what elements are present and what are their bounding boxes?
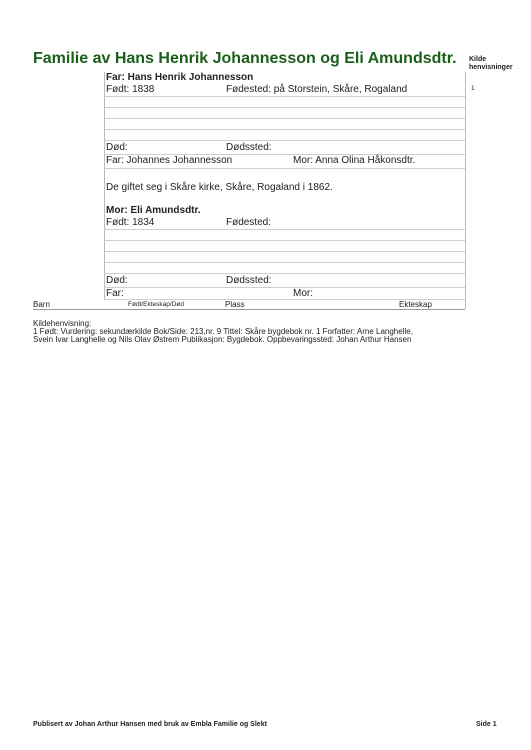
line: [104, 273, 465, 274]
line: [104, 118, 465, 119]
sources-column-header-line2: henvisninger: [469, 64, 513, 71]
sources-column-header-line1: Kilde: [469, 56, 487, 63]
children-header-dates: Født/Ekteskap/Død: [128, 301, 184, 308]
husband-deathplace: Dødssted:: [226, 142, 272, 153]
sources-line-1: 1 Født: Vurdering: sekundærkilde Bok/Side: 213,nr. 9 Tittel: Skåre bygdebok nr. 1 Forfatter: Arne Langhelle,: [33, 327, 413, 336]
line: [104, 262, 465, 263]
sources-label: Kildehenvisning:: [33, 319, 92, 328]
source-ref-1: 1: [471, 85, 475, 92]
footer-page-number: Side 1: [476, 721, 497, 728]
right-frame-line: [465, 72, 466, 309]
children-header-underline: [33, 309, 465, 310]
page-title: Familie av Hans Henrik Johannesson og Eli Amundsdtr.: [33, 50, 457, 67]
sources-line-2: Svein Ivar Langhelle og Nils Olav Østrem Publikasjon: Bygdebok. Oppbevaringssted: Johan Arthur Hansen: [33, 335, 412, 344]
line: [104, 107, 465, 108]
marriage-text: De giftet seg i Skåre kirke, Skåre, Rogaland i 1862.: [106, 182, 333, 193]
line: [104, 129, 465, 130]
wife-father: Far:: [106, 288, 124, 299]
wife-heading: Mor: Eli Amundsdtr.: [106, 205, 201, 216]
wife-deathplace: Dødssted:: [226, 275, 272, 286]
wife-died: Død:: [106, 275, 128, 286]
children-header-ekteskap: Ekteskap: [399, 300, 432, 309]
husband-father: Far: Johannes Johannesson: [106, 155, 233, 166]
line: [104, 229, 465, 230]
wife-birthplace: Fødested:: [226, 217, 272, 228]
children-header-plass: Plass: [225, 300, 245, 309]
line: [104, 287, 465, 288]
line: [104, 240, 465, 241]
wife-born: Født: 1834: [106, 217, 155, 228]
line: [104, 96, 465, 97]
line: [104, 251, 465, 252]
sources-column-header: [469, 56, 529, 72]
husband-died: Død:: [106, 142, 128, 153]
husband-birthplace: Fødested: på Storstein, Skåre, Rogaland: [226, 84, 408, 95]
husband-heading: Far: Hans Henrik Johannesson: [106, 72, 254, 83]
children-header-barn: Barn: [33, 300, 50, 309]
footer-publisher: Publisert av Johan Arthur Hansen med bruk av Embla Familie og Slekt: [33, 721, 267, 728]
husband-mother: Mor: Anna Olina Håkonsdtr.: [293, 155, 416, 166]
wife-mother: Mor:: [293, 288, 313, 299]
line: [104, 140, 465, 141]
husband-born: Født: 1838: [106, 84, 155, 95]
line: [104, 168, 465, 169]
